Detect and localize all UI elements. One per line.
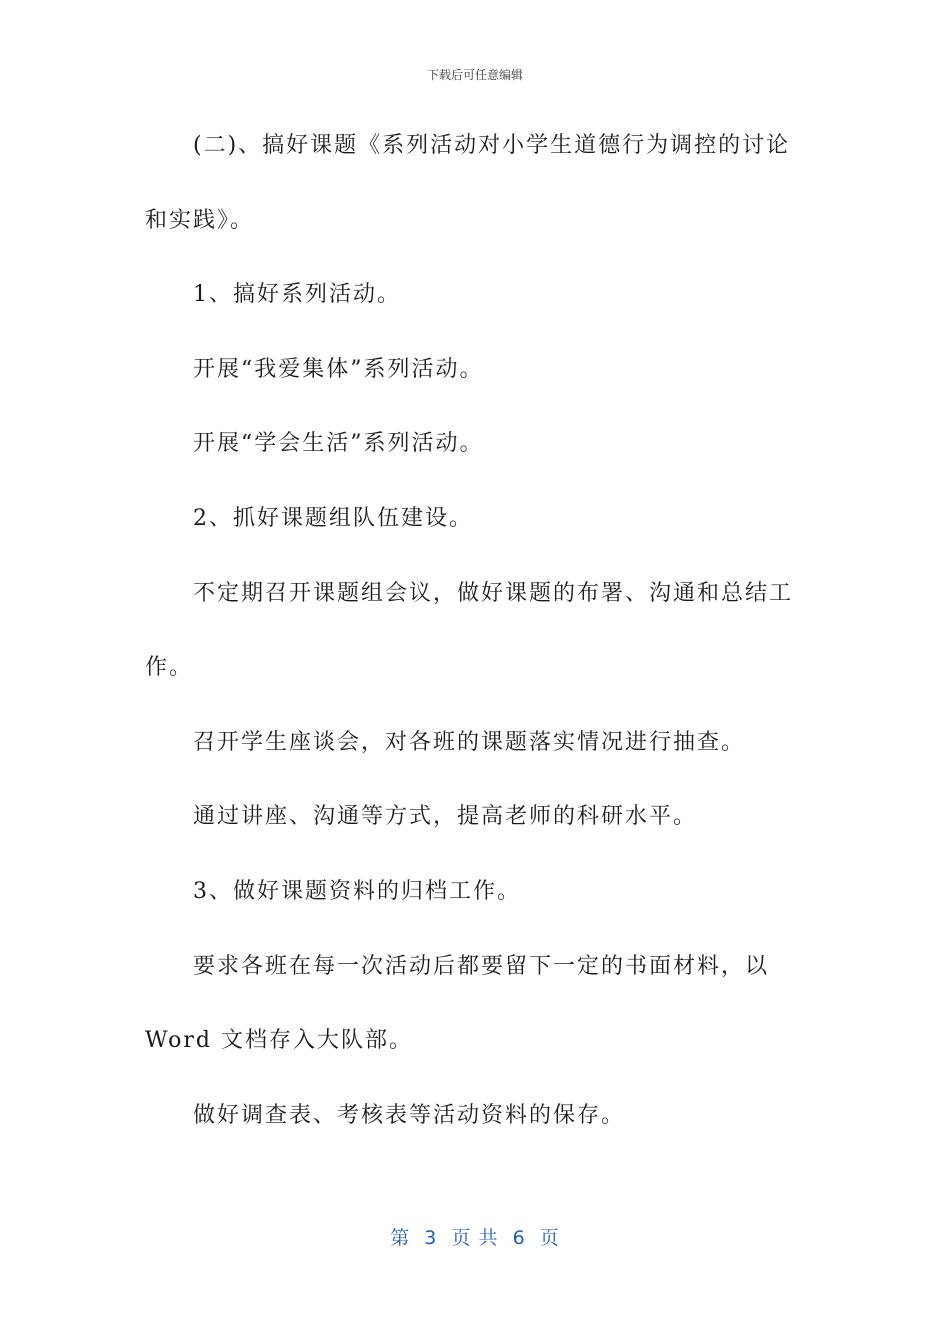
document-body [145, 127, 805, 1134]
line-spacing [145, 612, 805, 649]
paragraph-line-2: 和实践》。 [145, 207, 255, 233]
line-spacing [145, 313, 805, 350]
paragraph-line-14: 做好调查表、考核表等活动资料的保存。 [193, 1102, 626, 1128]
paragraph-line-5: 开展“学会生活”系列活动。 [193, 431, 484, 457]
paragraph-line-7: 不定期召开课题组会议，做好课题的布署、沟通和总结工 [193, 580, 794, 606]
line-spacing [145, 985, 805, 1022]
line-spacing [145, 463, 805, 500]
line-spacing [145, 836, 805, 873]
paragraph-line-4: 开展“我爱集体”系列活动。 [193, 356, 484, 382]
page-number-footer: 第 3 页 共 6 页 [390, 1227, 560, 1249]
paragraph-line-10: 通过讲座、沟通等方式，提高老师的科研水平。 [193, 804, 698, 830]
paragraph-line-8: 作。 [145, 655, 194, 681]
line-spacing [145, 164, 805, 201]
paragraph-line-13: Word 文档存入大队部。 [145, 1028, 413, 1054]
line-spacing [145, 239, 805, 276]
paragraph-line-11: 3、做好课题资料的归档工作。 [193, 878, 521, 904]
paragraph-line-3: 1、搞好系列活动。 [193, 282, 401, 308]
paragraph-line-12: 要求各班在每一次活动后都要留下一定的书面材料，以 [193, 953, 770, 979]
line-spacing [145, 388, 805, 425]
paragraph-line-9: 召开学生座谈会，对各班的课题落实情况进行抽查。 [193, 729, 746, 755]
page-header-note: 下载后可任意编辑 [426, 68, 523, 82]
line-spacing [145, 686, 805, 723]
line-spacing [145, 537, 805, 574]
line-spacing [145, 1059, 805, 1096]
paragraph-line-6: 2、抓好课题组队伍建设。 [193, 505, 473, 531]
paragraph-line-1: (二)、搞好课题《系列活动对小学生道德行为调控的讨论 [193, 133, 791, 158]
line-spacing [145, 761, 805, 798]
line-spacing [145, 910, 805, 947]
